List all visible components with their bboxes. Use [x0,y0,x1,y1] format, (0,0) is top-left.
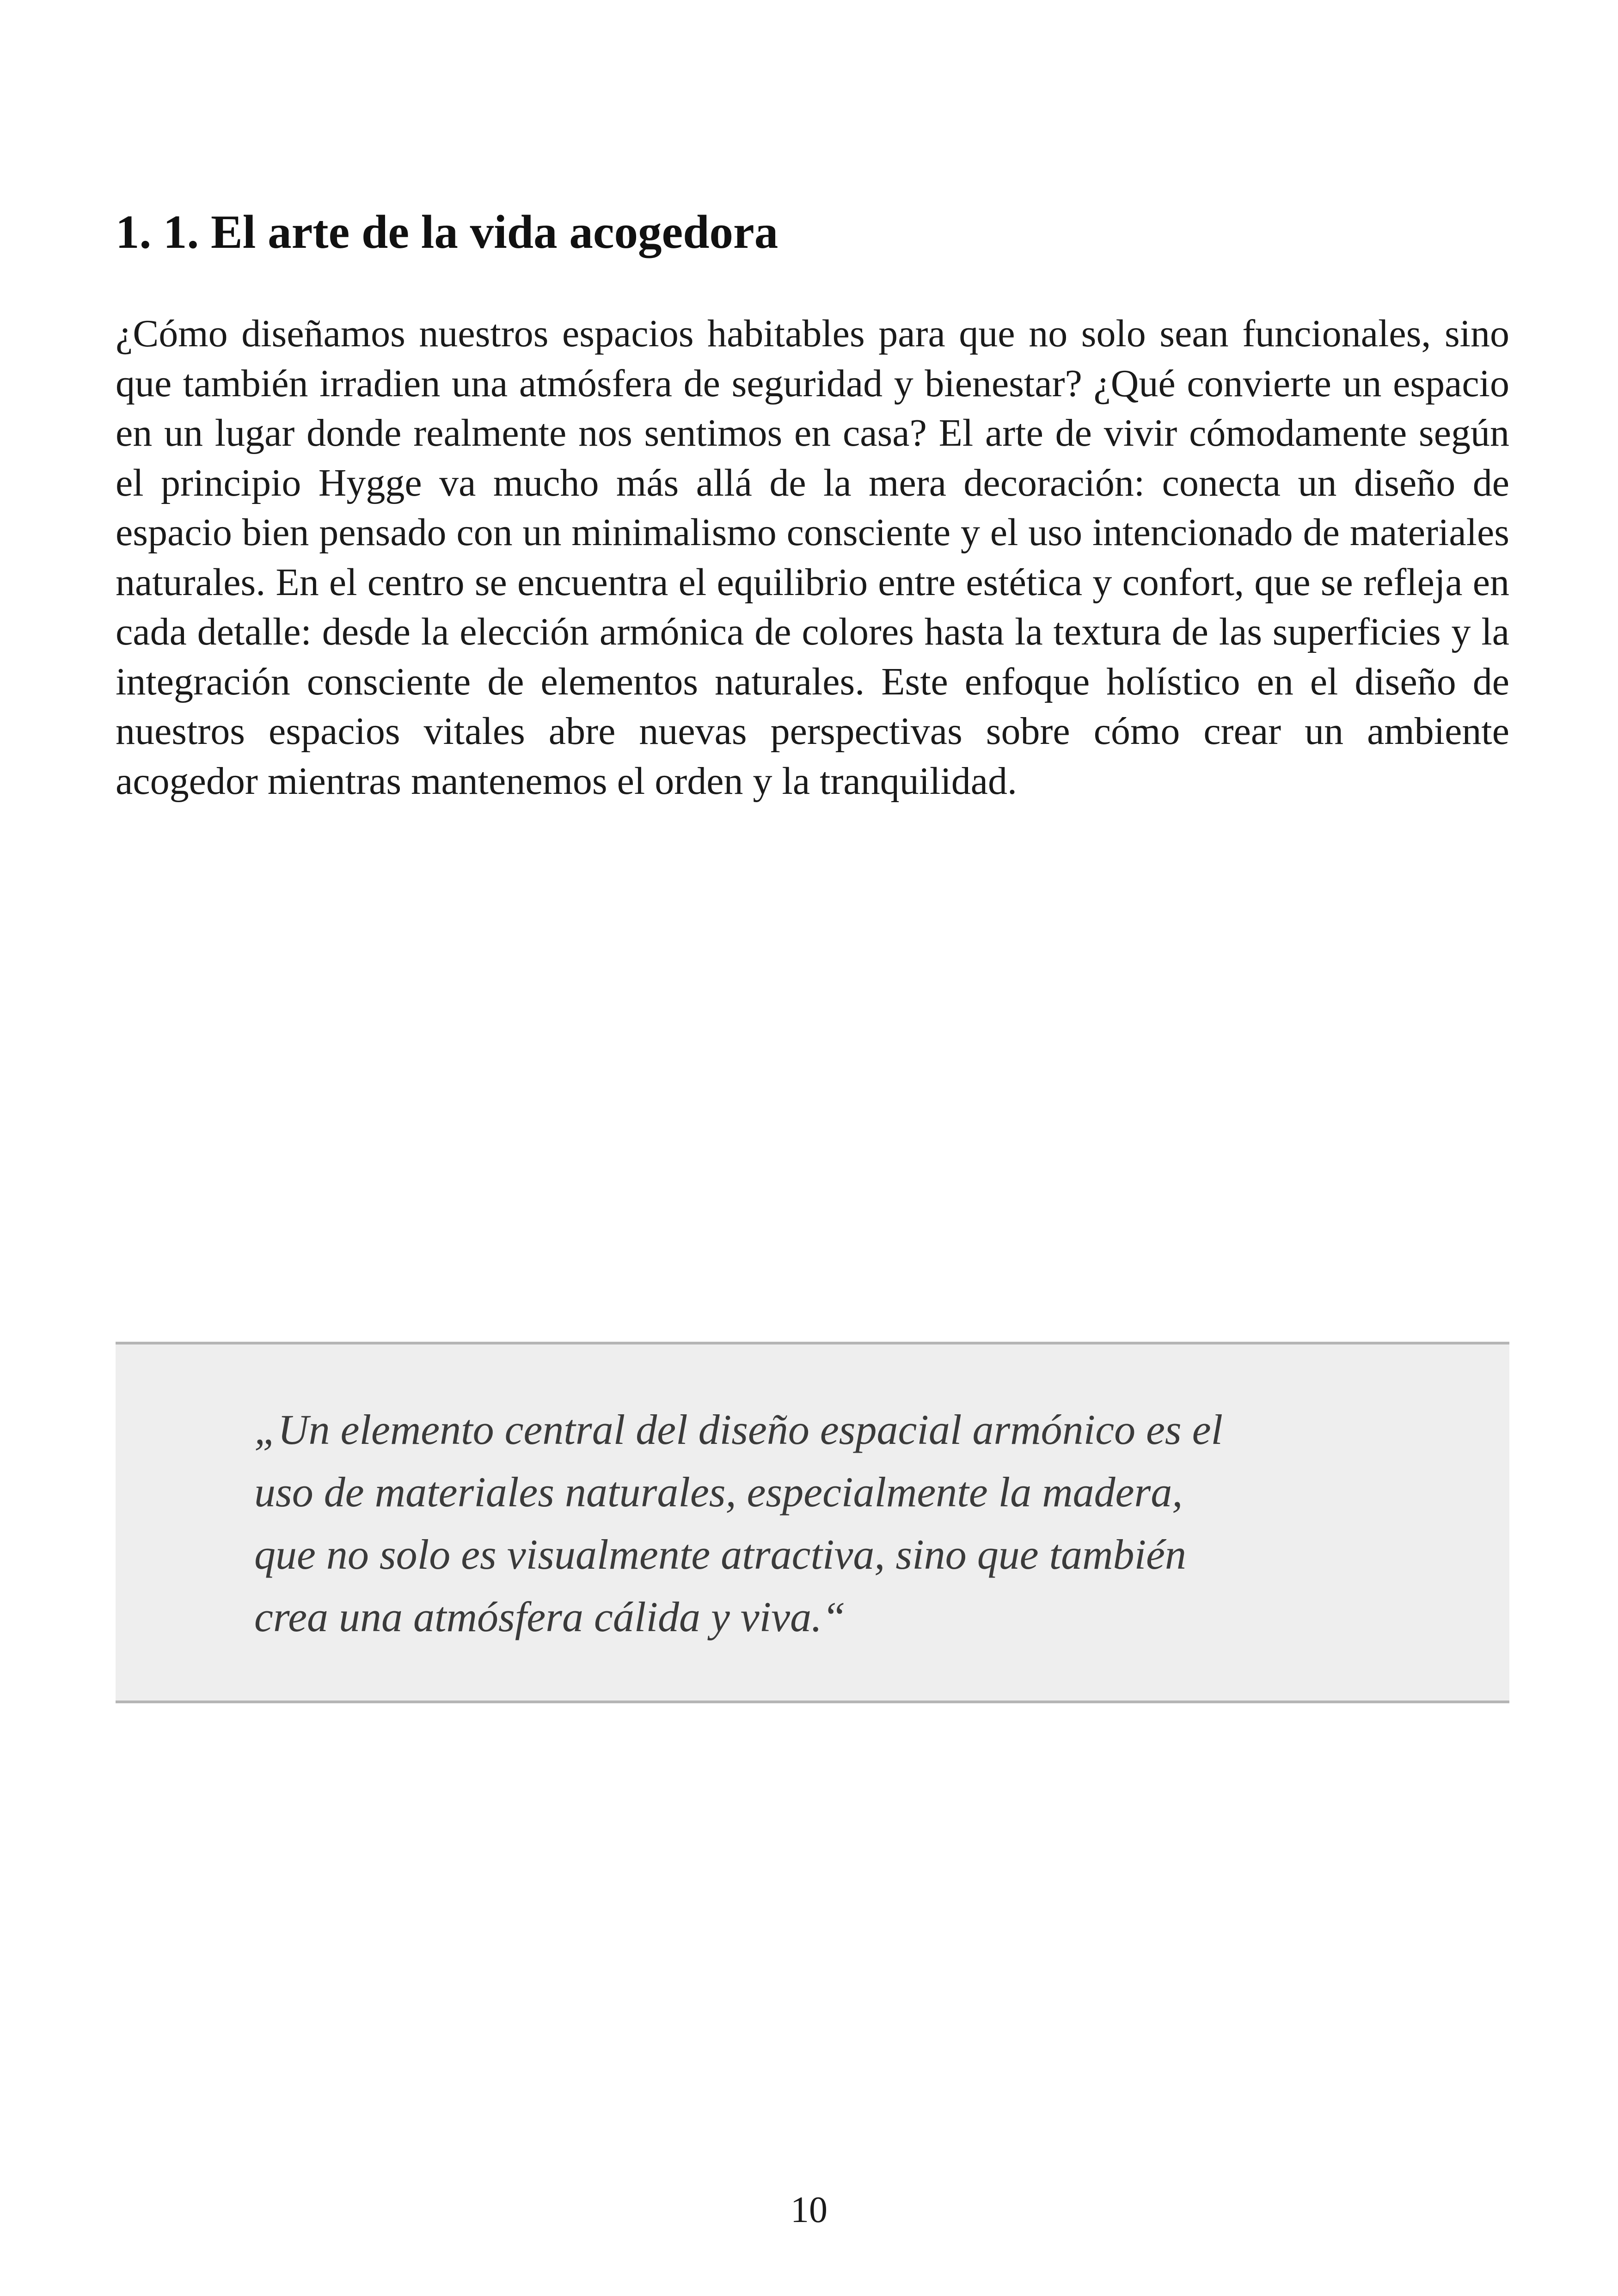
quote-line: „Un elemento central del diseño espacial armónico es el [254,1406,1223,1453]
section-heading: 1. 1. El arte de la vida acogedora [116,206,778,258]
pull-quote-text [254,1399,1493,1648]
pull-quote-box [116,1342,1509,1703]
quote-line: uso de materiales naturales, especialmente la madera, [254,1468,1183,1516]
quote-line: que no solo es visualmente atractiva, sino que también [254,1531,1187,1578]
page-number: 10 [791,2190,827,2230]
quote-line: crea una atmósfera cálida y viva.“ [254,1593,846,1640]
body-paragraph: ¿Cómo diseñamos nuestros espacios habitables para que no solo sean funcionales, sino que también irradien una atmósfera de seguridad y bienestar? ¿Qué convierte un espacio en un lugar donde realmente nos sentimos en casa? El arte de vivir cómodamente según el principio Hygge va mucho más allá de la mera decoración: conecta un diseño de espacio bien pensado con un minimalismo consciente y el uso intencionado de materiales naturales. En el centro se encuentra el equilibrio entre estética y confort, que se refleja en cada detalle: desde la elección armónica de colores hasta la textura de las superficies y la integración consciente de elementos naturales. Este enfoque holístico en el diseño de nuestros espacios vitales abre nuevas perspectivas sobre cómo crear un ambiente acogedor mientras mantenemos el orden y la tranquilidad. [116,312,1509,803]
